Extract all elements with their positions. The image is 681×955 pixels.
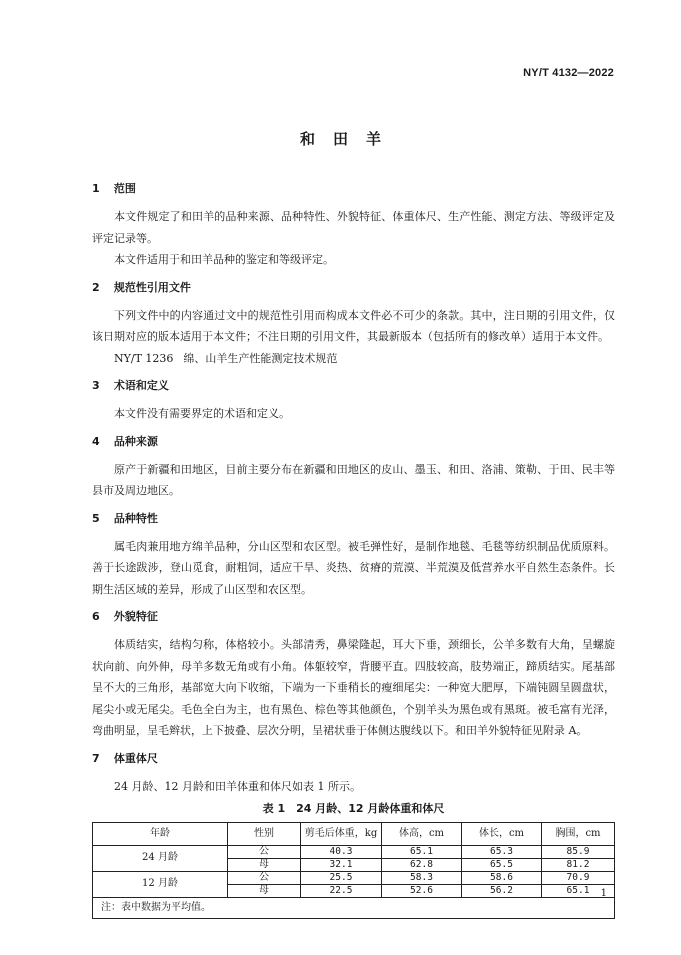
standard-number: NY/T 4132—2022 xyxy=(523,67,614,79)
reference-title: 绵、山羊生产性能测定技术规范 xyxy=(183,351,338,365)
table-caption: 表 1 24 月龄、12 月龄体重和体尺 xyxy=(262,802,445,815)
chest-cell: 81.2 xyxy=(542,858,615,871)
sex-cell: 母 xyxy=(228,858,301,871)
table-row xyxy=(93,871,615,884)
document-body xyxy=(92,178,615,919)
weight-cell: 32.1 xyxy=(301,858,382,871)
col-height: 体高，cm xyxy=(382,823,462,846)
sex-cell: 公 xyxy=(228,871,301,884)
section-5-heading xyxy=(92,508,615,530)
section-number: 3 xyxy=(92,379,100,392)
section-1-heading xyxy=(92,178,615,200)
chest-cell: 65.1 xyxy=(542,884,615,897)
section-title: 品种来源 xyxy=(113,434,158,448)
section-title: 品种特性 xyxy=(113,511,158,525)
length-cell: 65.5 xyxy=(462,858,542,871)
page-number: 1 xyxy=(600,888,607,899)
section-number: 6 xyxy=(92,610,100,623)
height-cell: 65.1 xyxy=(382,845,462,858)
sex-cell: 公 xyxy=(228,845,301,858)
section-number: 5 xyxy=(92,511,100,525)
section-7-paragraph: 24 月龄、12 月龄和田羊体重和体尺如表 1 所示。 xyxy=(114,779,361,793)
height-cell: 58.3 xyxy=(382,871,462,884)
section-2-heading xyxy=(92,277,615,299)
chest-cell: 85.9 xyxy=(542,845,615,858)
weight-cell: 40.3 xyxy=(301,845,382,858)
section-number: 1 xyxy=(92,182,100,195)
weight-cell: 25.5 xyxy=(301,871,382,884)
sex-cell: 母 xyxy=(228,884,301,897)
section-title: 外貌特征 xyxy=(113,610,158,623)
section-4-paragraph: 原产于新疆和田地区，目前主要分布在新疆和田地区的皮山、墨玉、和田、洛浦、策勒、于田、民丰等县市及周边地区。 xyxy=(92,462,615,497)
section-6-paragraph: 体质结实，结构匀称，体格较小。头部清秀，鼻梁隆起，耳大下垂，颈细长，公羊多数有大角，呈螺旋状向前、向外伸，母羊多数无角或有小角。体躯较窄，背腰平直。四肢较高，肢势端正，蹄质结实。尾基部呈不大的三角形，基部宽大向下收缩，下端为一下垂稍长的瘦细尾尖：一种宽大肥厚，下端钝圆呈圆盘状，尾尖小或无尾尖。毛色全白为主，也有黑色、棕色等其他颜色，个别羊头为黑色或有黑斑。被毛富有光泽，弯曲明显，呈毛辫状，上下披叠、层次分明，呈裙状垂于体侧达腹线以下。和田羊外貌特征见附录 A。 xyxy=(92,638,615,737)
age-cell: 24 月龄 xyxy=(93,845,228,871)
section-title: 范围 xyxy=(113,182,136,195)
length-cell: 56.2 xyxy=(462,884,542,897)
col-weight: 剪毛后体重，kg xyxy=(301,823,382,846)
section-number: 2 xyxy=(92,280,100,294)
length-cell: 65.3 xyxy=(462,845,542,858)
section-3-heading xyxy=(92,375,615,397)
section-6-heading xyxy=(92,606,615,628)
section-7-heading xyxy=(92,748,615,770)
section-title: 体重体尺 xyxy=(113,751,158,765)
section-1-paragraph-1: 本文件规定了和田羊的品种来源、品种特性、外貌特征、体重体尺、生产性能、测定方法、等级评定及评定记录等。 xyxy=(92,210,615,245)
table-row xyxy=(93,845,615,858)
col-age: 年龄 xyxy=(93,823,228,846)
length-cell: 58.6 xyxy=(462,871,542,884)
height-cell: 62.8 xyxy=(382,858,462,871)
chest-cell: 70.9 xyxy=(542,871,615,884)
height-cell: 52.6 xyxy=(382,884,462,897)
col-sex: 性别 xyxy=(228,823,301,846)
section-number: 7 xyxy=(92,751,100,765)
section-4-heading xyxy=(92,431,615,453)
body-measurement-table xyxy=(92,822,615,919)
section-title: 术语和定义 xyxy=(113,379,169,392)
section-title: 规范性引用文件 xyxy=(113,280,191,294)
table-note: 注：表中数据为平均值。 xyxy=(93,897,615,918)
section-number: 4 xyxy=(92,434,100,448)
reference-code: NY/T 1236 xyxy=(114,351,174,365)
table-note-row xyxy=(93,897,615,918)
section-5-paragraph: 属毛肉兼用地方绵羊品种，分山区型和农区型。被毛弹性好，是制作地毯、毛毯等纺织制品优质原料。善于长途跋涉，登山觅食，耐粗饲，适应干旱、炎热、贫瘠的荒漠、半荒漠及低营养水平自然生态条件。长期生活区域的差异，形成了山区型和农区型。 xyxy=(92,539,615,596)
age-cell: 12 月龄 xyxy=(93,871,228,897)
normative-reference xyxy=(92,348,615,370)
section-2-paragraph: 下列文件中的内容通过文中的规范性引用而构成本文件必不可少的条款。其中，注日期的引用文件，仅该日期对应的版本适用于本文件；不注日期的引用文件，其最新版本（包括所有的修改单）适用于本文件。 xyxy=(92,308,615,343)
col-length: 体长，cm xyxy=(462,823,542,846)
table-header-row xyxy=(93,823,615,846)
section-3-paragraph: 本文件没有需要界定的术语和定义。 xyxy=(114,407,290,420)
weight-cell: 22.5 xyxy=(301,884,382,897)
document-title: 和田羊 xyxy=(299,130,399,148)
section-1-paragraph-2: 本文件适用于和田羊品种的鉴定和等级评定。 xyxy=(114,253,334,266)
col-chest: 胸围，cm xyxy=(542,823,615,846)
